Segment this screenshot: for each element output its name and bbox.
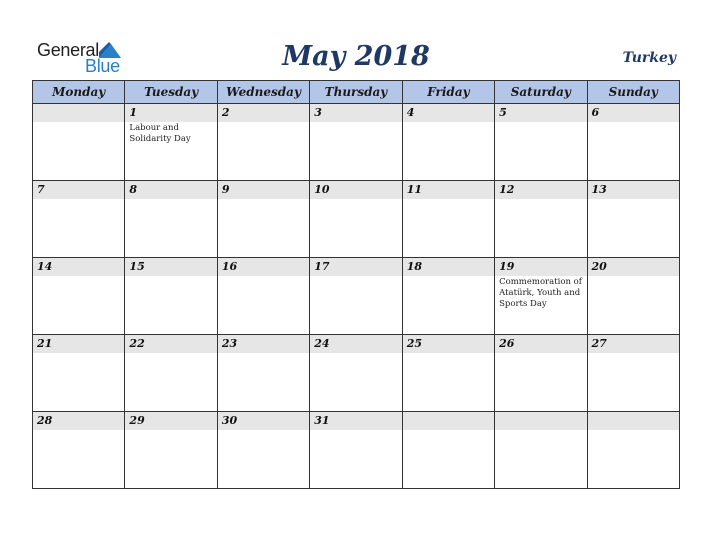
day-number: 10 [310,181,401,199]
day-cell [310,335,402,412]
day-cell [217,181,309,258]
day-number: 11 [403,181,494,199]
day-number: 3 [310,104,401,122]
day-number [495,412,586,430]
day-cell [587,104,679,181]
weekday-header-row [33,81,680,104]
day-number: 5 [495,104,586,122]
day-number: 19 [495,258,586,276]
page-title: May 2018 [282,41,430,72]
day-number: 15 [125,258,216,276]
logo-word-general: General [37,40,99,60]
day-number: 23 [218,335,309,353]
week-row [33,181,680,258]
day-cell [402,258,494,335]
day-cell [495,412,587,489]
day-cell [495,335,587,412]
day-cell [495,181,587,258]
day-number: 25 [403,335,494,353]
day-cell [402,412,494,489]
day-number: 21 [33,335,124,353]
day-cell [125,258,217,335]
country-label: Turkey [622,50,676,66]
week-row [33,412,680,489]
day-cell [587,335,679,412]
day-cell [125,412,217,489]
day-number: 7 [33,181,124,199]
day-number [33,104,124,122]
week-row [33,104,680,181]
day-number: 20 [588,258,679,276]
day-cell [125,335,217,412]
day-number: 27 [588,335,679,353]
day-number: 17 [310,258,401,276]
day-number: 16 [218,258,309,276]
day-number: 22 [125,335,216,353]
holiday-event: Labour and Solidarity Day [129,123,191,144]
day-cell [33,258,125,335]
day-cell [495,258,587,335]
day-cell [33,412,125,489]
day-number: 29 [125,412,216,430]
weekday-header: Tuesday [125,81,217,104]
day-cell [402,181,494,258]
day-number [588,412,679,430]
day-cell [33,335,125,412]
weekday-header: Sunday [587,81,679,104]
day-number: 4 [403,104,494,122]
day-number: 14 [33,258,124,276]
day-cell [310,412,402,489]
day-cell [587,412,679,489]
weekday-header: Thursday [310,81,402,104]
day-number: 8 [125,181,216,199]
day-number: 12 [495,181,586,199]
day-cell [587,181,679,258]
weekday-header: Saturday [495,81,587,104]
weekday-header: Friday [402,81,494,104]
logo-word-blue: Blue [85,56,120,76]
day-number: 6 [588,104,679,122]
day-cell [310,258,402,335]
day-cell [217,412,309,489]
day-cell [33,104,125,181]
day-number: 9 [218,181,309,199]
day-cell [310,104,402,181]
day-number: 30 [218,412,309,430]
day-cell [217,104,309,181]
day-number: 18 [403,258,494,276]
day-number: 26 [495,335,586,353]
day-cell [310,181,402,258]
day-cell [217,335,309,412]
week-row [33,335,680,412]
day-cell [217,258,309,335]
week-row [33,258,680,335]
day-number: 13 [588,181,679,199]
weekday-header: Wednesday [217,81,309,104]
day-cell [33,181,125,258]
day-cell [125,181,217,258]
weekday-header: Monday [33,81,125,104]
day-number: 1 [125,104,216,122]
calendar-grid [32,80,680,489]
day-cell [587,258,679,335]
day-number: 28 [33,412,124,430]
day-cell [495,104,587,181]
day-number: 31 [310,412,401,430]
holiday-event: Commemoration of Atatürk, Youth and Sports Day [499,277,582,309]
day-number: 24 [310,335,401,353]
day-cell [125,104,217,181]
day-cell [402,104,494,181]
day-number [403,412,494,430]
day-number: 2 [218,104,309,122]
day-cell [402,335,494,412]
